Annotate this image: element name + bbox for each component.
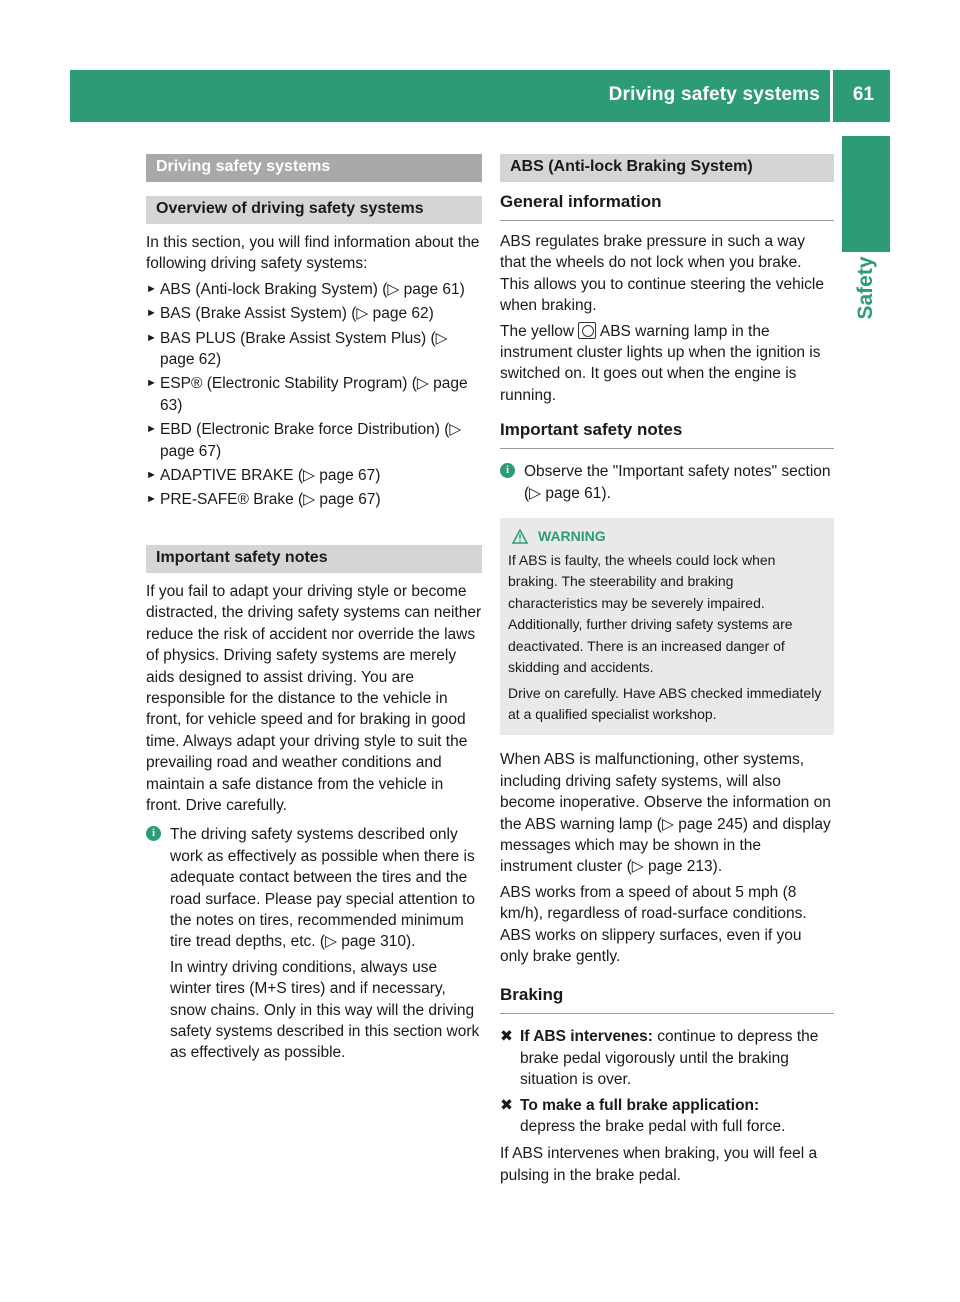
systems-list [146, 279, 482, 511]
warning-text-2: Drive on carefully. Have ABS checked immediately at a qualified specialist workshop. [508, 684, 822, 722]
heading-important-safety-notes-abs: Important safety notes [500, 420, 834, 449]
chapter-label-text: Safety [854, 256, 877, 320]
bullet-mark: ► [146, 469, 157, 482]
chapter-tab [842, 136, 890, 252]
general-p2: The yellow ABS warning lamp in the instrument cluster lights up when the ignition is switched on. It goes out when the engine is running. [500, 322, 821, 404]
overview-intro: In this section, you will find information about the following driving safety systems: [146, 234, 480, 273]
step-arrow-icon: ✖ [500, 1096, 513, 1114]
page-header [70, 70, 890, 122]
braking-pulse-text: If ABS intervenes when braking, you will feel a pulsing in the brake pedal. [500, 1145, 818, 1184]
list-item: ► EBD (Electronic Brake force Distribution) (▷ page 67) [146, 421, 462, 460]
list-item: ► ADAPTIVE BRAKE (▷ page 67) [146, 465, 482, 486]
header-title: Driving safety systems [608, 84, 820, 105]
bullet-mark: ► [146, 377, 157, 390]
list-item: ► BAS PLUS (Brake Assist System Plus) (▷ page 62) [146, 329, 448, 369]
info-note-abs-text: Observe the "Important safety notes" section (▷ page 61). [524, 463, 831, 502]
info-note-text-2: In wintry driving conditions, always use winter tires (M+S tires) and if necessary, snow chains. Only in this way will the driving safety systems described in this section work as effectively as possible. [170, 958, 480, 1062]
info-note [146, 824, 482, 1063]
bullet-mark: ► [146, 493, 157, 506]
info-note-abs [500, 461, 834, 504]
instruction-step: ✖ To make a full brake application: depress the brake pedal with full force. [500, 1096, 786, 1135]
chapter-label [842, 252, 890, 324]
section-heading-driving-safety: Driving safety systems [146, 154, 482, 182]
warning-label: WARNING [538, 528, 606, 545]
page-number: 61 [852, 84, 874, 105]
header-divider [830, 70, 833, 122]
left-column [146, 154, 482, 1064]
heading-braking: Braking [500, 985, 834, 1014]
step-arrow-icon: ✖ [500, 1028, 513, 1046]
heading-important-safety-notes: Important safety notes [146, 545, 482, 573]
section-heading-abs: ABS (Anti-lock Braking System) [500, 154, 834, 182]
warning-triangle-icon [512, 529, 528, 544]
warning-text-1: If ABS is faulty, the wheels could lock when braking. The steerability and braking characteristics may be severely impaired. Additionally, further driving safety systems are deactivated. There is an increased danger of skidding and accidents. [508, 552, 793, 676]
heading-overview: Overview of driving safety systems [146, 196, 482, 224]
warning-title [508, 528, 824, 544]
info-icon: i [146, 826, 161, 841]
list-item: ► BAS (Brake Assist System) (▷ page 62) [146, 303, 482, 324]
info-icon: i [500, 463, 515, 478]
bullet-mark: ► [146, 423, 157, 436]
important-notes-body: If you fail to adapt your driving style or become distracted, the driving safety systems can neither reduce the risk of accident nor override the laws of physics. Driving safety systems are merely aids designed to assist driving. You are responsible for the distance to the vehicle in front, for vehicle speed and for braking in good time. Always adapt your driving style to suit the prevailing road and weather conditions and maintain a safe distance from the vehicle in front. Drive carefully. [146, 582, 482, 814]
abs-warning-lamp-icon [578, 322, 596, 339]
bullet-mark: ► [146, 282, 157, 295]
info-note-text-1: The driving safety systems described only work as effectively as possible when there is adequate contact between the tires and the road surface. Please pay special attention to the notes on tires, recommended minimum tire tread depths, etc. (▷ page 310). [170, 826, 476, 951]
list-item: ► ABS (Anti-lock Braking System) (▷ page 61) [146, 279, 482, 300]
right-column [500, 154, 834, 1186]
warning-box [500, 518, 834, 735]
instruction-step: ✖ If ABS intervenes: continue to depress the brake pedal vigorously until the braking situation is over. [500, 1028, 819, 1089]
general-p1: ABS regulates brake pressure in such a way that the wheels do not lock when you brake. This allows you to continue steering the vehicle when braking. [500, 233, 824, 315]
bullet-mark: ► [146, 331, 157, 344]
heading-general-information: General information [500, 192, 834, 221]
list-item: ► PRE-SAFE® Brake (▷ page 67) [146, 489, 482, 510]
abs-malfunction-text: When ABS is malfunctioning, other systems, including driving safety systems, will also become inoperative. Observe the information on the ABS warning lamp (▷ page 245) and display messages which may be shown in the instrument cluster (▷ page 213). [500, 751, 831, 876]
list-item: ► ESP® (Electronic Stability Program) (▷ page 63) [146, 375, 468, 414]
abs-speed-text: ABS works from a speed of about 5 mph (8 km/h), regardless of road-surface conditions. ABS works on slippery surfaces, even if you only brake gently. [500, 883, 807, 965]
bullet-mark: ► [146, 307, 157, 320]
